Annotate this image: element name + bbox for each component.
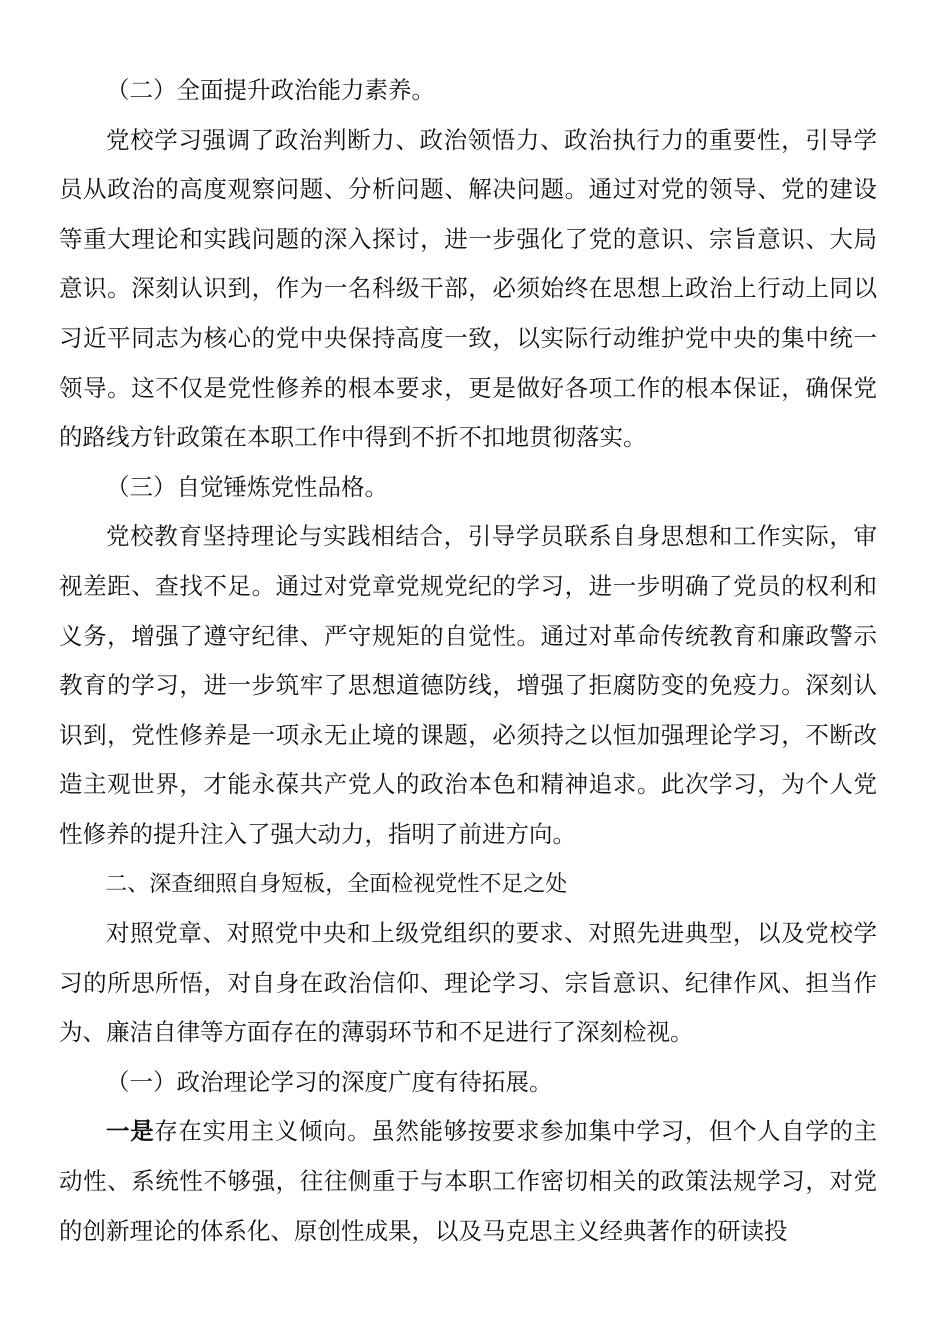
paragraph-self-examination: 对照党章、对照党中央和上级党组织的要求、对照先进典型，以及党校学习的所思所悟，对自身在政治信仰、理论学习、宗旨意识、纪律作风、担当作为、廉洁自律等方面存在的薄弱环节和不足进行了深刻检视。 — [59, 919, 877, 1047]
document-page — [59, 66, 877, 1256]
subheading-two: （二）全面提升政治能力素养。 — [106, 76, 435, 104]
bold-lead-text: 一是 — [106, 1117, 155, 1146]
paragraph-pragmatism — [59, 1107, 877, 1256]
subheading-three: （三）自觉锤炼党性品格。 — [106, 472, 388, 501]
paragraph-body-text: 存在实用主义倾向。虽然能够按要求参加集中学习，但个人自学的主动性、系统性不够强，往往侧重于与本职工作密切相关的政策法规学习，对党的创新理论的体系化、原创性成果，以及马克思主义经典著作的研读投 — [59, 1117, 878, 1245]
paragraph-party-character: 党校教育坚持理论与实践相结合，引导学员联系自身思想和工作实际，审视差距、查找不足。通过对党章党规党纪的学习，进一步明确了党员的权利和义务，增强了遵守纪律、严守规矩的自觉性。通过对革命传统教育和廉政警示教育的学习，进一步筑牢了思想道德防线，增强了拒腐防变的免疫力。深刻认识到，党性修养是一项永无止境的课题，必须持之以恒加强理论学习，不断改造主观世界，才能永葆共产党人的政治本色和精神追求。此次学习，为个人党性修养的提升注入了强大动力，指明了前进方向。 — [59, 522, 877, 848]
section-heading-two: 二、深查细照自身短板，全面检视党性不足之处 — [105, 871, 568, 897]
subheading-one: （一）政治理论学习的深度广度有待拓展。 — [106, 1067, 553, 1096]
paragraph-political-ability: 党校学习强调了政治判断力、政治领悟力、政治执行力的重要性，引导学员从政治的高度观察问题、分析问题、解决问题。通过对党的领导、党的建设等重大理论和实践问题的深入探讨，进一步强化了党的意识、宗旨意识、大局意识。深刻认识到，作为一名科级干部，必须始终在思想上政治上行动上同以习近平同志为核心的党中央保持高度一致，以实际行动维护党中央的集中统一领导。这不仅是党性修养的根本要求，更是做好各项工作的根本保证，确保党的路线方针政策在本职工作中得到不折不扣地贯彻落实。 — [59, 125, 877, 452]
